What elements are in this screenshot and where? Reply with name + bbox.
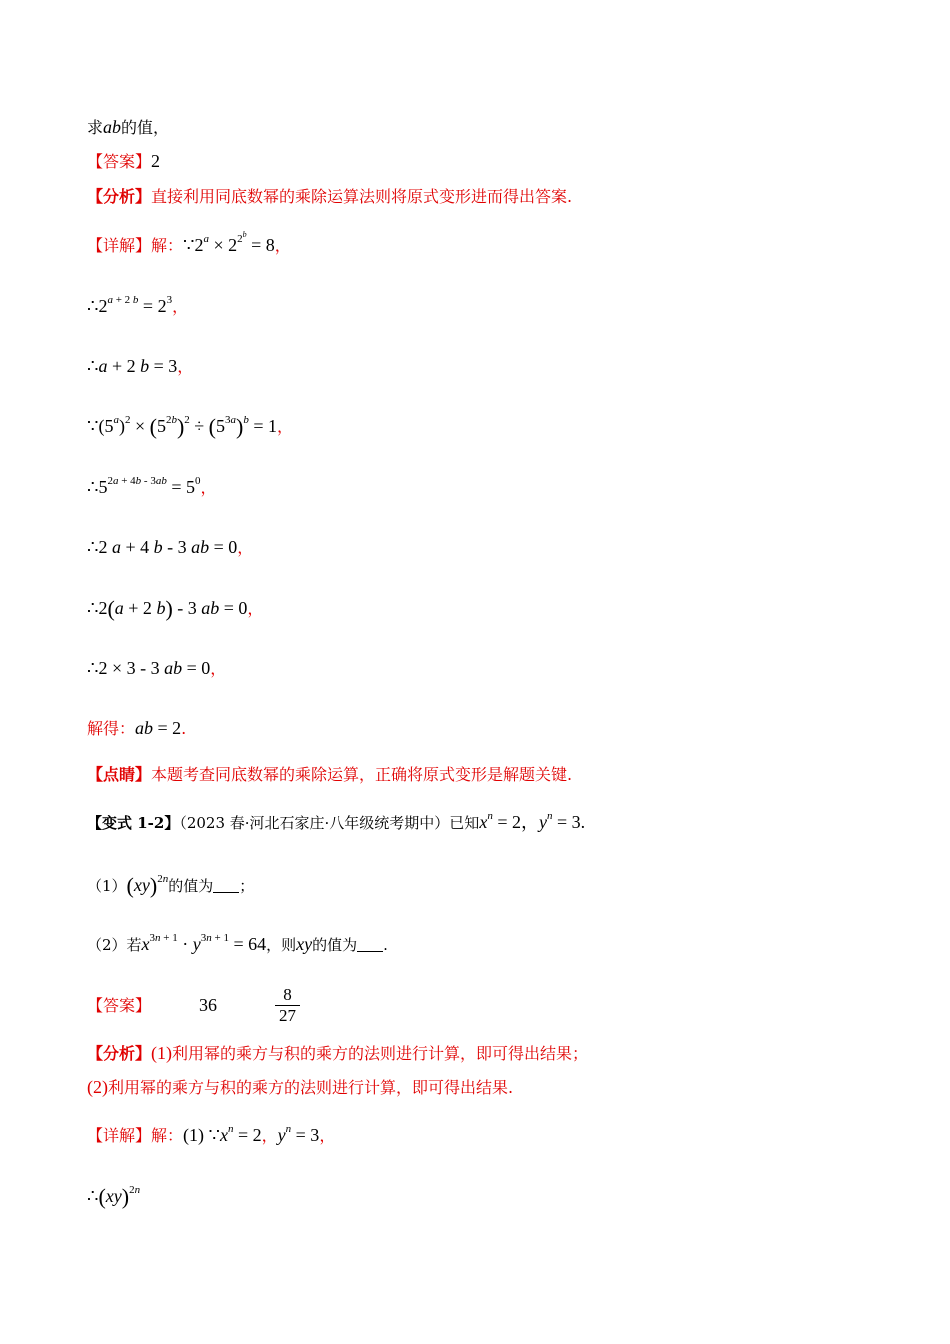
detail2-step-1: 【详解】解：(1) $\because x^n = 2$，$y^n = 3$， (87, 1123, 336, 1145)
sub-question-2: （2）若$x^{3n + 1} \cdot y^{3n + 1} = 64$，则xy的值为 . (87, 932, 388, 954)
analysis-line-2b: (2)利用幂的乘方与积的乘方的法则进行计算，即可得出结果. (87, 1077, 514, 1097)
detail-step-7: ∴2(a + 2 b) - 3 ab = 0， (87, 596, 264, 621)
detail-step-5: $\therefore 5^{2a + 4b - 3ab} = 5^0$， (87, 475, 217, 497)
detail-step-3: ∴a + 2 b = 3， (87, 356, 194, 376)
answer-blank[interactable] (357, 937, 383, 952)
answer-tag: 【答案】 (87, 152, 152, 171)
analysis-line: 【分析】直接利用同底数幂的乘除运算法则将原式变形进而得出答案. (87, 187, 573, 206)
comment-line: 【点睛】本题考查同底数幂的乘除运算，正确将原式变形是解题关键. (87, 765, 573, 784)
question-intro: 求ab的值， (87, 117, 170, 137)
detail-step-4: $\because(5^a)^2 \times (5^{2b})^2 \div (5^{3a})^b = 1$， (87, 414, 293, 439)
detail-step-6: ∴2 a + 4 b - 3 ab = 0， (87, 537, 254, 557)
answer-blank[interactable] (213, 878, 239, 893)
answer-value: 2 (151, 151, 161, 171)
conclusion-line: 解得：ab = 2. (87, 718, 187, 738)
analysis-line-2a: 【分析】(1)利用幂的乘方与积的乘方的法则进行计算，即可得出结果； (87, 1043, 589, 1063)
answer-line (87, 151, 160, 173)
detail-step-2: $\therefore 2^{a + 2 b} = 2^3$， (87, 294, 189, 316)
detail-step-1: 【详解】解：$\because 2^a \times 2^{2^b} = 8$， (87, 230, 291, 255)
answer-line-2: 【答案】 36 $\frac{8}{27}$ (87, 985, 300, 1026)
sub-question-1: （1）(xy)$^{2n}$的值为 ； (87, 873, 255, 898)
variant-header: 【变式 1-2】（2023 春·河北石家庄·八年级统考期中）已知$x^n = 2$，$y^n = 3$. (87, 810, 586, 832)
answer-fraction: $\frac{8}{27}$ (275, 985, 300, 1026)
answer-value-1: 36 (199, 994, 218, 1015)
detail2-step-2: ∴(xy)$^{2n}$ (87, 1184, 141, 1209)
detail-step-8: ∴2 × 3 - 3 ab = 0， (87, 658, 227, 678)
